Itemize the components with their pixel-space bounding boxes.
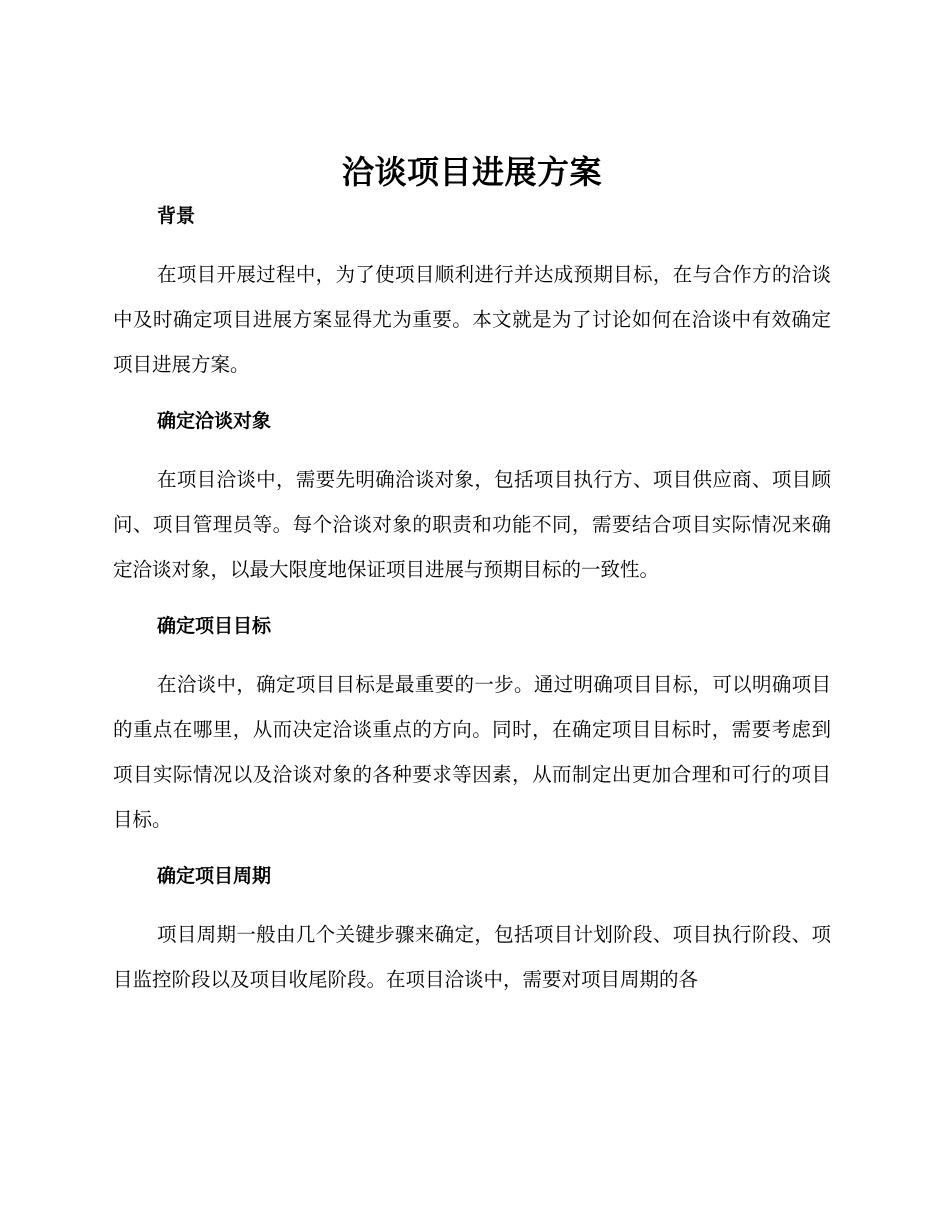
document-page — [113, 150, 831, 1022]
section-background — [113, 202, 831, 387]
section-project-goals — [113, 612, 831, 842]
section-project-cycle — [113, 862, 831, 1002]
section-paragraph: 项目周期一般由几个关键步骤来确定，包括项目计划阶段、项目执行阶段、项目监控阶段以及项目收尾阶段。在项目洽谈中，需要对项目周期的各 — [113, 923, 831, 991]
section-negotiation-parties — [113, 407, 831, 592]
section-paragraph: 在项目开展过程中，为了使项目顺利进行并达成预期目标，在与合作方的洽谈中及时确定项目进展方案显得尤为重要。本文就是为了讨论如何在洽谈中有效确定项目进展方案。 — [113, 263, 831, 376]
section-paragraph: 在洽谈中，确定项目目标是最重要的一步。通过明确项目目标，可以明确项目的重点在哪里，从而决定洽谈重点的方向。同时，在确定项目目标时，需要考虑到项目实际情况以及洽谈对象的各种要求等因素，从而制定出更加合理和可行的项目目标。 — [113, 673, 831, 831]
document-title: 洽谈项目进展方案 — [341, 153, 602, 191]
section-heading: 确定项目目标 — [157, 615, 272, 637]
section-paragraph: 在项目洽谈中，需要先明确洽谈对象，包括项目执行方、项目供应商、项目顾问、项目管理员等。每个洽谈对象的职责和功能不同，需要结合项目实际情况来确定洽谈对象，以最大限度地保证项目进展与预期目标的一致性。 — [113, 468, 831, 581]
section-heading: 确定洽谈对象 — [157, 410, 272, 432]
section-heading: 背景 — [157, 205, 196, 227]
section-heading: 确定项目周期 — [157, 865, 272, 887]
